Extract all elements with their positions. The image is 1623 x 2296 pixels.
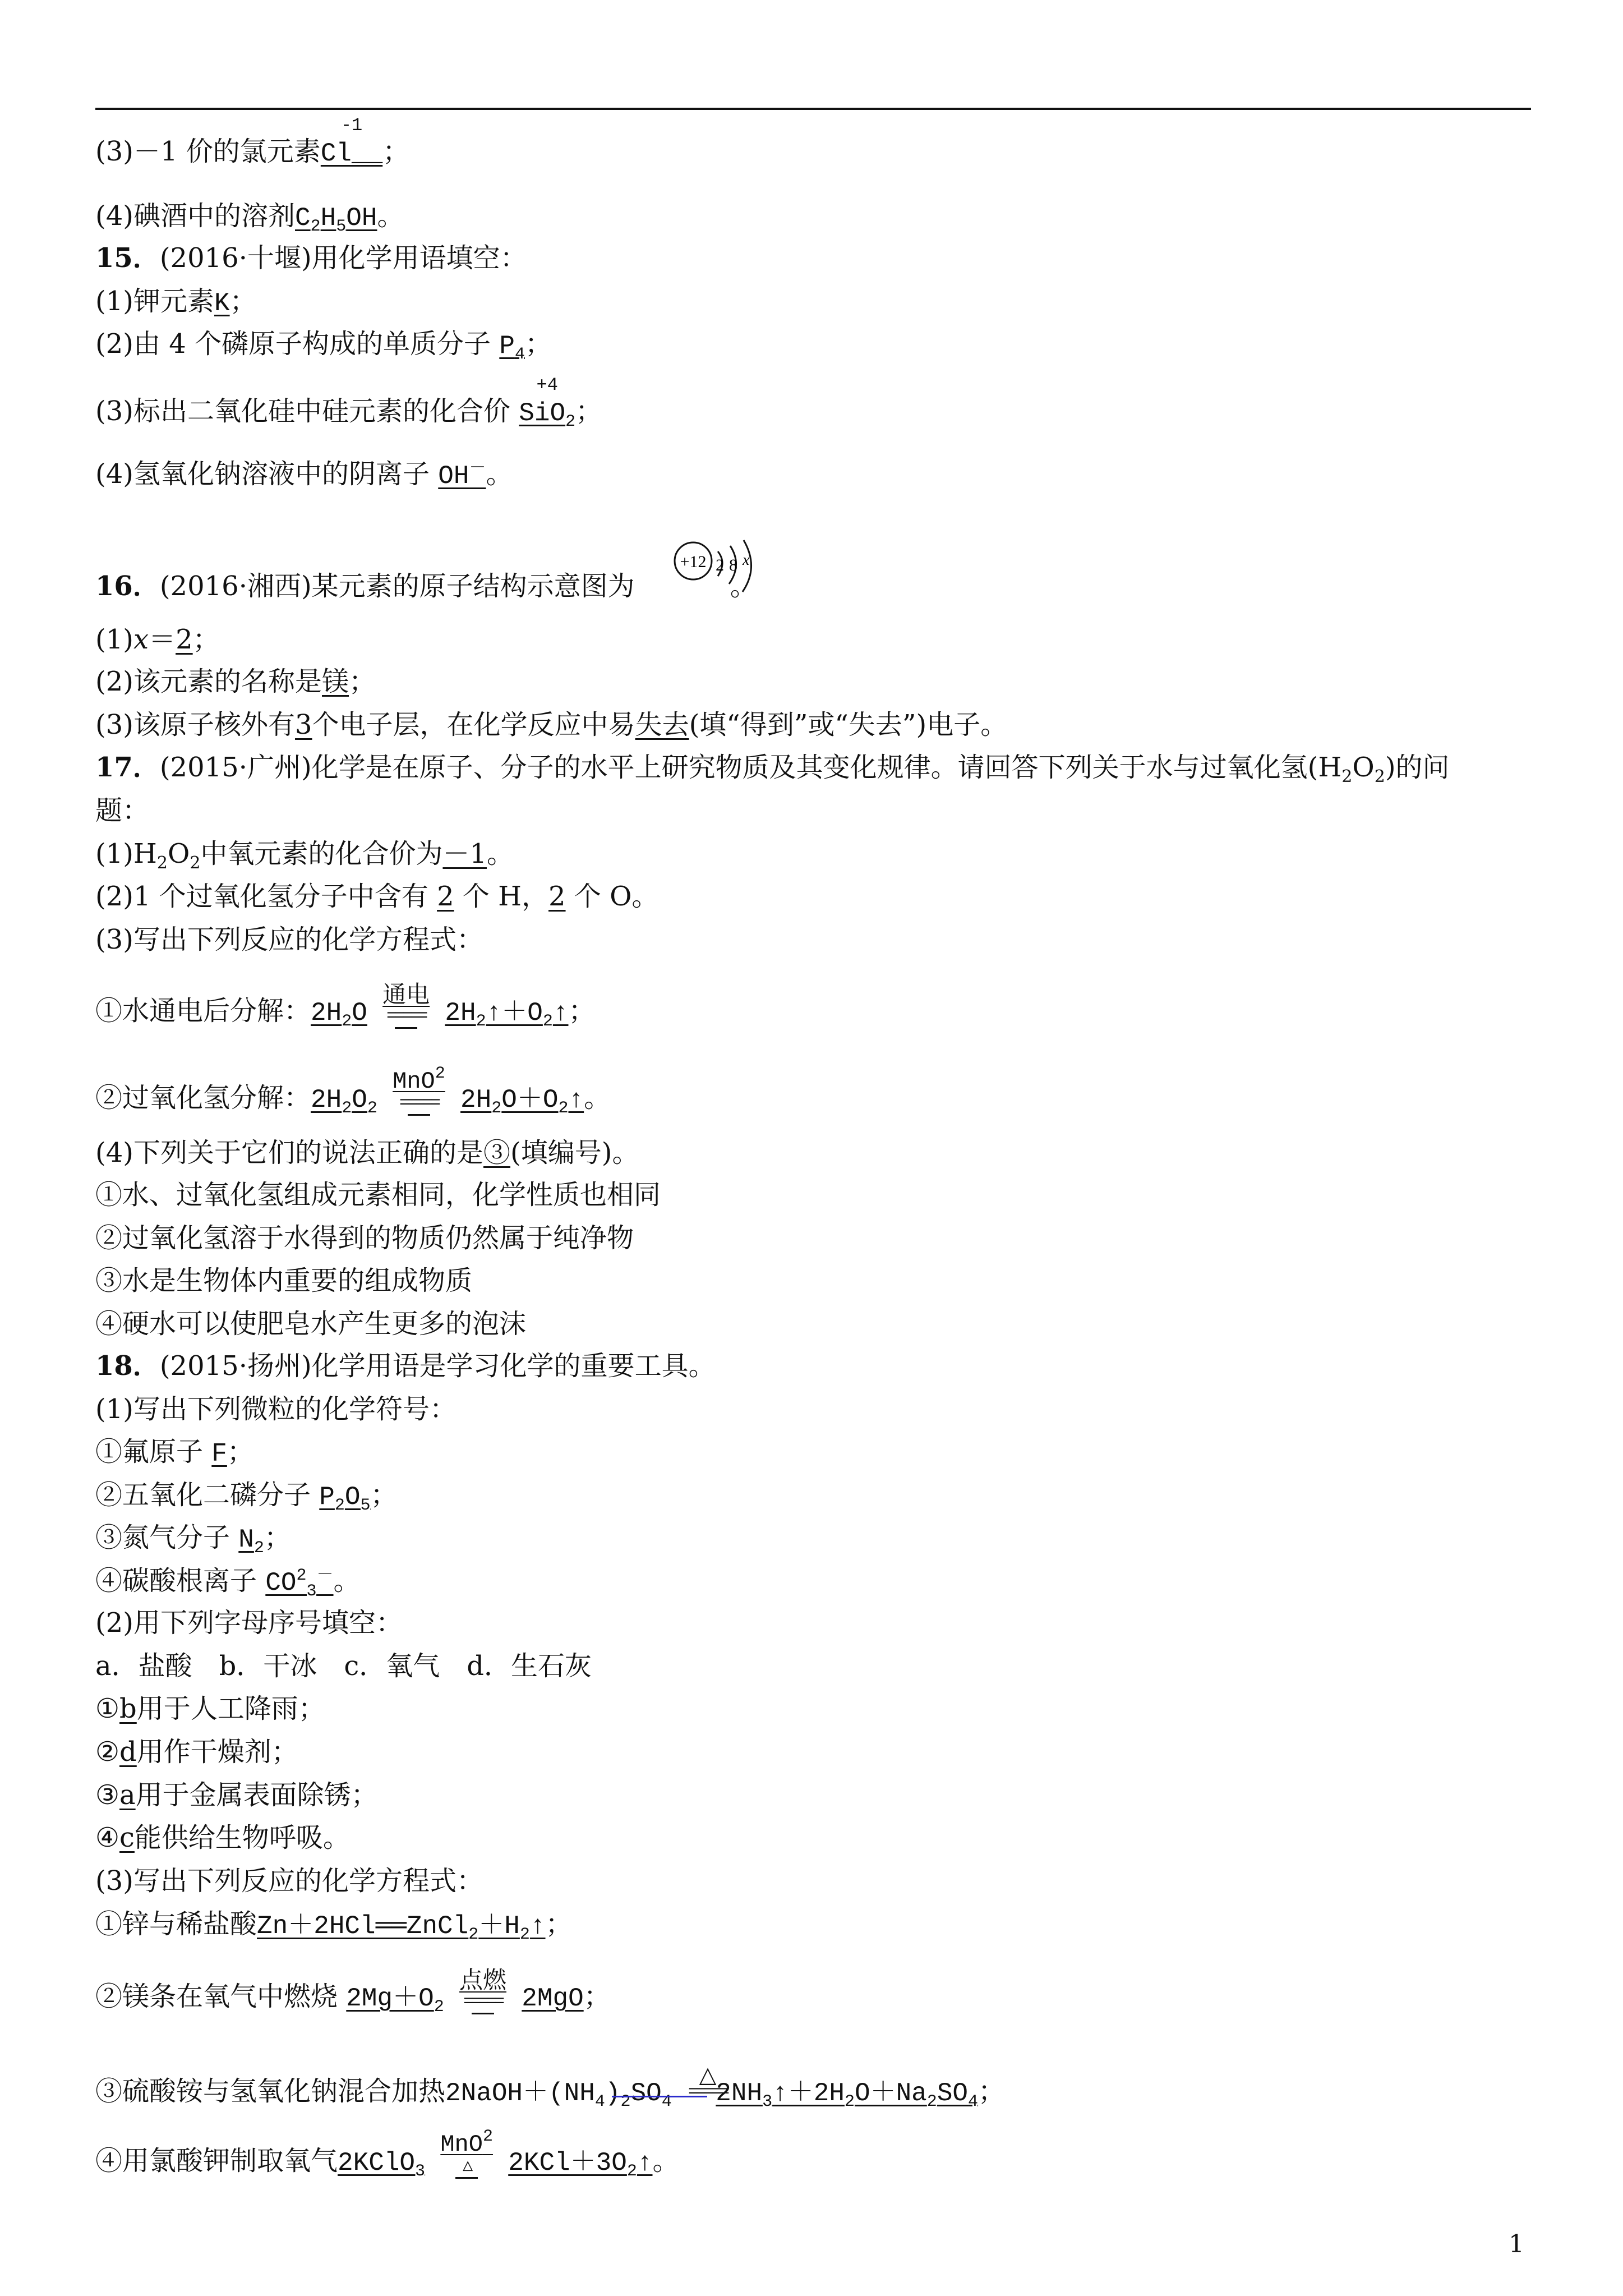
header-rule: [95, 108, 1531, 110]
line-14-4: (4)碘酒中的溶剂$C_2H_5OH$。: [95, 200, 404, 236]
atom-shell-3-count: x: [743, 551, 750, 569]
question-16-title: 16．(2016·湘西)某元素的原子结构示意图为 。: [95, 570, 757, 602]
line-18-2-choices: a．盐酸 b．干冰 c．氧气 d．生石灰: [95, 1650, 592, 1682]
reaction-condition: MnO$^2$ △: [440, 2131, 493, 2179]
line-18-1-3: ③氮气分子 $N_2$；: [95, 1522, 291, 1558]
line-17-4: (4)下列关于它们的说法正确的是③(填编号)。: [95, 1137, 639, 1168]
reaction-condition: MnO$^2$ =====: [393, 1068, 445, 1116]
equation-18-2: ②镁条在氧气中燃烧 $2Mg+O_2$ 点燃 ===== 2MgO；: [95, 1966, 611, 2017]
option-17-2: ②过氧化氢溶于水得到的物质仍然属于纯净物: [95, 1222, 634, 1254]
line-17-1: $(1)H_2O_2$中氧元素的化合价为－1。: [95, 838, 514, 873]
option-17-4: ④硬水可以使肥皂水产生更多的泡沫: [95, 1308, 527, 1340]
equation-17-2: ②过氧化氢分解：$2H_2O_2$ MnO$^2$ ===== $2H_2O+O_2↑$。: [95, 1064, 611, 1118]
option-17-3: ③水是生物体内重要的组成物质: [95, 1265, 473, 1296]
reaction-condition: 点燃 =====: [459, 1967, 506, 2014]
line-15-2: (2)由 4 个磷原子构成的单质分子 $P_4$；: [95, 328, 552, 364]
line-18-2-1: ①b用于人工降雨；: [95, 1693, 325, 1724]
line-17-3: (3)写出下列反应的化学方程式：: [95, 924, 483, 955]
equation-18-4: ④用氯酸钾制取氧气2KClO$_3$ MnO$^2$ △ $2KCl+3O_2↑$。: [95, 2127, 680, 2181]
line-18-2-3: ③a用于金属表面除锈；: [95, 1779, 378, 1811]
question-18-title: 18．(2015·扬州)化学用语是学习化学的重要工具。: [95, 1350, 716, 1382]
reaction-condition: 通电 =====: [382, 981, 430, 1029]
atom-shell-2-count: 8: [729, 556, 737, 574]
option-17-1: ①水、过氧化氢组成元素相同，化学性质也相同: [95, 1179, 661, 1211]
question-17-title: 17．(2015·广州)化学是在原子、分子的水平上研究物质及其变化规律。请回答下列关于水与过氧化氢$(H_2O_2)$的问: [95, 752, 1450, 786]
line-15-4: (4)氢氧化钠溶液中的阴离子 OH－。: [95, 458, 513, 491]
reaction-condition: △ =====: [688, 2062, 728, 2102]
question-15-title: 15．(2016·十堰)用化学用语填空：: [95, 242, 527, 274]
line-18-2-2: ②d用作干燥剂；: [95, 1736, 298, 1768]
line-16-2: (2)该元素的名称是镁；: [95, 666, 376, 697]
line-18-1-1: ①氟原子 F；: [95, 1436, 254, 1469]
line-17-2: (2)1 个过氧化氢分子中含有 2 个 H，2 个 O。: [95, 881, 659, 912]
atom-shell-1-count: 2: [716, 556, 724, 574]
line-14-3: (3)－1 价的氯元素 -1 Cl__；: [95, 115, 410, 168]
atom-nucleus-charge: +12: [680, 553, 707, 571]
line-18-2-4: ④c能供给生物呼吸。: [95, 1822, 350, 1853]
line-18-2: (2)用下列字母序号填空：: [95, 1607, 403, 1639]
line-18-1-4: ④碳酸根离子 $CO^2_3^-$。: [95, 1565, 361, 1601]
equation-18-1: ①锌与稀盐酸$Zn+2HCl══ZnCl_2+H_2↑$；: [95, 1908, 573, 1944]
underline-blue: [612, 2096, 707, 2097]
equation-17-1: ①水通电后分解：$2H_2O$ 通电 ===== $2H_2↑+O_2↑$；: [95, 981, 596, 1031]
equation-18-3: ③硫酸铵与氢氧化钠混合加热$2NaOH+(NH_4)_2SO_4$ △ ===== $2NH_3↑+2H_2O+Na_2SO_4$；: [95, 2062, 1006, 2111]
line-18-3: (3)写出下列反应的化学方程式：: [95, 1865, 483, 1897]
line-16-1: (1)x＝2；: [95, 624, 220, 655]
line-18-1-2: ②五氧化二磷分子 $P_2O_5$；: [95, 1479, 398, 1515]
line-15-3: (3)标出二氧化硅中硅元素的化合价 +4 SiO$_2$；: [95, 375, 603, 431]
page-number: 1: [1509, 2230, 1524, 2258]
line-18-1: (1)写出下列微粒的化学符号：: [95, 1393, 457, 1425]
line-15-1: (1)钾元素K；: [95, 286, 257, 318]
question-17-title-cont: 题：: [95, 795, 150, 826]
line-16-3: (3)该原子核外有3个电子层，在化学反应中易失去(填“得到”或“失去”)电子。: [95, 709, 1008, 740]
